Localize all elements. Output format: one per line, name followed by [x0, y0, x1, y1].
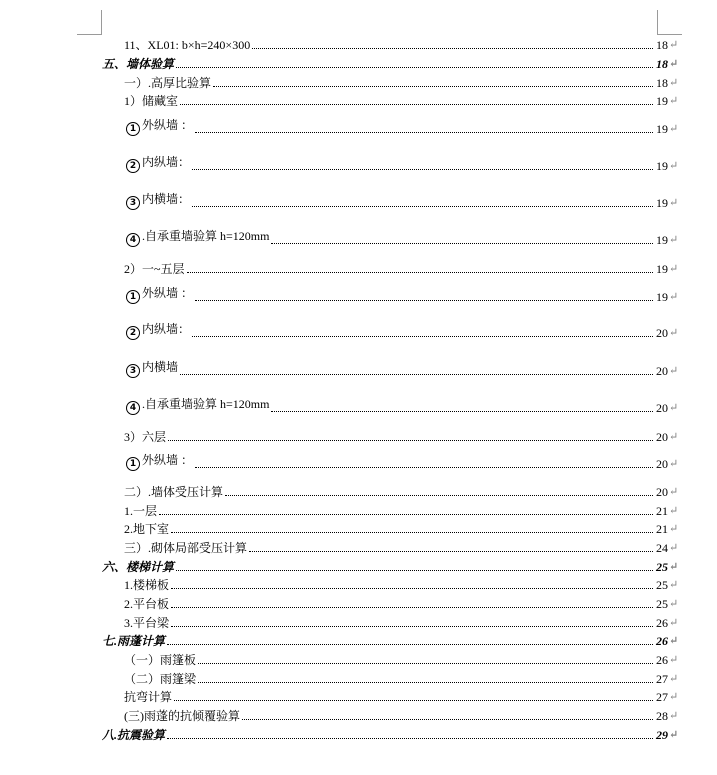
dot-leader — [249, 551, 653, 552]
paragraph-mark-icon: ↵ — [669, 263, 679, 275]
dot-leader — [187, 272, 654, 273]
toc-entry[interactable] — [126, 118, 681, 136]
circled-number: 1 — [126, 122, 140, 136]
dot-leader — [271, 243, 653, 244]
toc-entry-title — [124, 597, 170, 611]
paragraph-mark-icon: ↵ — [669, 654, 679, 666]
paragraph-mark-icon: ↵ — [669, 635, 679, 647]
paragraph-mark-icon: ↵ — [669, 486, 679, 498]
toc-page-number: 18 — [656, 76, 668, 90]
toc-entry-title — [124, 262, 186, 276]
dot-leader — [171, 532, 653, 533]
toc-entry-text: 外纵墙 ： — [142, 286, 194, 300]
dot-leader — [171, 588, 653, 589]
toc-entry[interactable] — [124, 612, 681, 630]
toc-entry-text: 八.抗震验算 — [102, 728, 166, 742]
toc-entry-text: 内横墙 — [142, 360, 179, 374]
paragraph-mark-icon: ↵ — [669, 617, 679, 629]
dot-leader — [171, 626, 653, 627]
paragraph-mark-icon: ↵ — [669, 402, 679, 414]
circled-number: 3 — [126, 196, 140, 210]
toc-entry-title — [126, 118, 194, 136]
dot-leader — [242, 719, 653, 720]
dot-leader — [159, 514, 653, 515]
toc-entry-text: 五、墙体验算 — [102, 57, 175, 71]
toc-page-number: 25 — [656, 597, 668, 611]
paragraph-mark-icon: ↵ — [669, 291, 679, 303]
toc-page-number: 19 — [656, 262, 668, 276]
toc-entry-text: （二）雨篷梁 — [124, 672, 197, 686]
toc-entry-title — [124, 541, 248, 555]
circled-number: 2 — [126, 326, 140, 340]
paragraph-mark-icon: ↵ — [669, 691, 679, 703]
toc-entry[interactable] — [124, 481, 681, 499]
toc-entry-title — [124, 578, 170, 592]
paragraph-mark-icon: ↵ — [669, 523, 679, 535]
paragraph-mark-icon: ↵ — [669, 542, 679, 554]
circled-number: 4 — [126, 401, 140, 415]
paragraph-mark-icon: ↵ — [669, 39, 679, 51]
toc-page-number: 28 — [656, 709, 668, 723]
toc-entry[interactable] — [124, 649, 681, 667]
paragraph-mark-icon: ↵ — [669, 160, 679, 172]
toc-entry-text: 1.楼梯板 — [124, 578, 170, 592]
toc-entry-title — [124, 672, 197, 686]
toc-entry-text: .自承重墙验算 h=120mm — [142, 397, 270, 411]
dot-leader — [195, 300, 653, 301]
toc-entry[interactable] — [126, 397, 681, 415]
toc-entry[interactable] — [124, 668, 681, 686]
toc-entry-text: 三）.砌体局部受压计算 — [124, 541, 248, 555]
toc-entry[interactable] — [126, 286, 681, 304]
dot-leader — [180, 104, 653, 105]
toc-page-number: 26 — [656, 653, 668, 667]
toc-page-number: 27 — [656, 672, 668, 686]
paragraph-mark-icon: ↵ — [669, 431, 679, 443]
dot-leader — [192, 169, 653, 170]
toc-entry[interactable] — [124, 705, 681, 723]
dot-leader — [198, 682, 653, 683]
toc-entry-title — [102, 728, 166, 742]
toc-entry-title — [124, 38, 251, 52]
toc-entry-title — [126, 453, 194, 471]
toc-entry-text: 内纵墙： — [142, 155, 191, 169]
toc-entry-title — [102, 57, 175, 71]
toc-page-number: 19 — [656, 159, 668, 173]
toc-entry-title — [124, 616, 170, 630]
paragraph-mark-icon: ↵ — [669, 58, 679, 70]
dot-leader — [195, 132, 653, 133]
toc-page-number: 19 — [656, 94, 668, 108]
paragraph-mark-icon: ↵ — [669, 327, 679, 339]
paragraph-mark-icon: ↵ — [669, 505, 679, 517]
dot-leader — [176, 570, 653, 571]
dot-leader — [174, 700, 653, 701]
toc-entry-title — [126, 360, 179, 378]
paragraph-mark-icon: ↵ — [669, 598, 679, 610]
toc-entry-title — [124, 76, 212, 90]
toc-entry-title — [124, 522, 170, 536]
toc-entry[interactable] — [124, 574, 681, 592]
toc-page-number: 20 — [656, 326, 668, 340]
toc-entry-title — [124, 653, 197, 667]
toc-entry[interactable] — [124, 500, 681, 518]
toc-entry-title — [126, 322, 191, 340]
dot-leader — [198, 663, 653, 664]
paragraph-mark-icon: ↵ — [669, 561, 679, 573]
toc-entry-text: 2.平台板 — [124, 597, 170, 611]
dot-leader — [180, 374, 653, 375]
toc-page-number: 29 — [656, 728, 668, 742]
toc-entry[interactable] — [126, 192, 681, 210]
toc-entry-text: （一）雨篷板 — [124, 653, 197, 667]
toc-entry[interactable] — [102, 556, 681, 574]
dot-leader — [271, 411, 653, 412]
toc-page-number: 19 — [656, 122, 668, 136]
dot-leader — [192, 336, 653, 337]
toc-entry[interactable] — [124, 426, 681, 444]
toc-entry[interactable] — [126, 360, 681, 378]
toc-entry-title — [124, 94, 179, 108]
toc-entry-title — [124, 485, 224, 499]
toc-entry-text: 一）.高厚比验算 — [124, 76, 212, 90]
toc-entry-text: 3.平台梁 — [124, 616, 170, 630]
toc-entry[interactable] — [126, 322, 681, 340]
toc-entry-title — [124, 504, 158, 518]
toc-entry[interactable] — [124, 72, 681, 90]
toc-entry[interactable] — [126, 155, 681, 173]
dot-leader — [213, 86, 653, 87]
toc-entry-text: 3）六层 — [124, 430, 167, 444]
toc-entry[interactable] — [124, 34, 681, 52]
toc-entry-title — [102, 634, 166, 648]
toc-page-number: 20 — [656, 430, 668, 444]
toc-page-number: 19 — [656, 196, 668, 210]
toc-page-number: 18 — [656, 38, 668, 52]
paragraph-mark-icon: ↵ — [669, 579, 679, 591]
toc-entry[interactable] — [124, 686, 681, 704]
toc-page-number: 27 — [656, 690, 668, 704]
toc-entry[interactable] — [102, 630, 681, 648]
dot-leader — [192, 206, 653, 207]
toc-entry-title — [124, 690, 173, 704]
toc-entry-text: 11、XL01: b×h=240×300 — [124, 38, 251, 52]
toc-entry-title — [102, 560, 175, 574]
toc-entry[interactable] — [126, 229, 681, 247]
toc-entry[interactable] — [126, 453, 681, 471]
toc-page-number: 20 — [656, 457, 668, 471]
paragraph-mark-icon: ↵ — [669, 77, 679, 89]
toc-entry-text: (三)雨蓬的抗倾覆验算 — [124, 709, 240, 723]
toc-entry[interactable] — [102, 724, 681, 742]
toc-entry-title — [126, 192, 191, 210]
paragraph-mark-icon: ↵ — [669, 95, 679, 107]
toc-page-number: 20 — [656, 364, 668, 378]
toc-entry-text: 抗弯计算 — [124, 690, 173, 704]
toc-entry-text: 外纵墙 ： — [142, 118, 194, 132]
toc-page-number: 21 — [656, 504, 668, 518]
toc-entry-title — [126, 229, 270, 247]
dot-leader — [176, 67, 653, 68]
toc-entry[interactable] — [124, 518, 681, 536]
toc-page-number: 19 — [656, 290, 668, 304]
toc-entry-text: .自承重墙验算 h=120mm — [142, 229, 270, 243]
toc-entry[interactable] — [124, 537, 681, 555]
paragraph-mark-icon: ↵ — [669, 673, 679, 685]
toc-page-number: 19 — [656, 233, 668, 247]
toc-page-number: 24 — [656, 541, 668, 555]
paragraph-mark-icon: ↵ — [669, 234, 679, 246]
circled-number: 1 — [126, 290, 140, 304]
toc-entry[interactable] — [102, 53, 681, 71]
toc-entry-title — [126, 397, 270, 415]
paragraph-mark-icon: ↵ — [669, 197, 679, 209]
toc-entry-text: 六、楼梯计算 — [102, 560, 175, 574]
circled-number: 4 — [126, 233, 140, 247]
circled-number: 3 — [126, 364, 140, 378]
toc-page-number: 26 — [656, 616, 668, 630]
toc-entry[interactable] — [124, 90, 681, 108]
toc-entry-title — [124, 709, 241, 723]
dot-leader — [225, 495, 653, 496]
toc-entry-text: 2.地下室 — [124, 522, 170, 536]
toc-page-number: 21 — [656, 522, 668, 536]
dot-leader — [168, 440, 653, 441]
toc-entry-text: 外纵墙 ： — [142, 453, 194, 467]
toc-page-number: 26 — [656, 634, 668, 648]
circled-number: 2 — [126, 159, 140, 173]
toc-entry-title — [126, 286, 194, 304]
paragraph-mark-icon: ↵ — [669, 710, 679, 722]
toc-entry-text: 二）.墙体受压计算 — [124, 485, 224, 499]
toc-entry-text: 内横墙： — [142, 192, 191, 206]
toc-entry-title — [124, 430, 167, 444]
paragraph-mark-icon: ↵ — [669, 365, 679, 377]
toc-entry-text: 内纵墙： — [142, 322, 191, 336]
circled-number: 1 — [126, 457, 140, 471]
dot-leader — [167, 738, 653, 739]
dot-leader — [167, 644, 653, 645]
dot-leader — [171, 607, 653, 608]
toc-entry[interactable] — [124, 258, 681, 276]
toc-entry-text: 1.一层 — [124, 504, 158, 518]
toc-entry-title — [126, 155, 191, 173]
toc-entry-text: 2）一~五层 — [124, 262, 185, 276]
toc-entry-text: 1）储藏室 — [124, 94, 179, 108]
toc-page-number: 20 — [656, 401, 668, 415]
toc-page-number: 25 — [656, 578, 668, 592]
toc-entry[interactable] — [124, 593, 681, 611]
toc-page-number: 18 — [656, 57, 668, 71]
paragraph-mark-icon: ↵ — [669, 729, 679, 741]
toc-page-number: 20 — [656, 485, 668, 499]
paragraph-mark-icon: ↵ — [669, 123, 679, 135]
dot-leader — [195, 467, 653, 468]
toc-page-number: 25 — [656, 560, 668, 574]
paragraph-mark-icon: ↵ — [669, 458, 679, 470]
dot-leader — [252, 48, 653, 49]
toc-entry-text: 七.雨蓬计算 — [102, 634, 166, 648]
